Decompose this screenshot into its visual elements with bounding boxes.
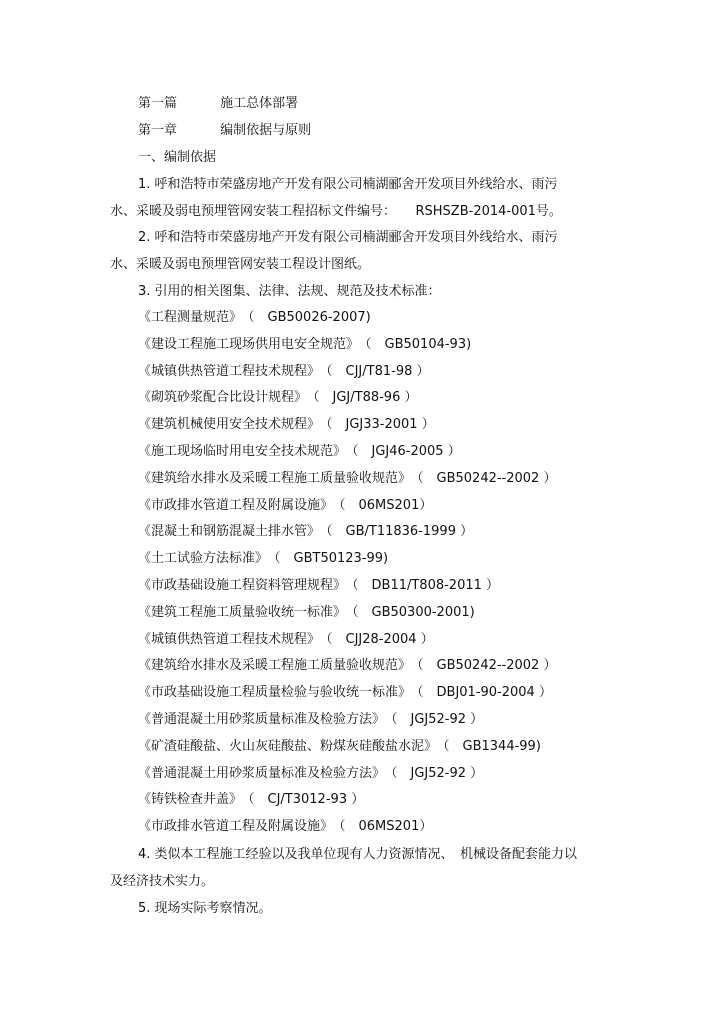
standard-item bbox=[138, 684, 556, 711]
standard-item bbox=[138, 389, 556, 416]
standard-name: 《市政基础设施工程资料管理规程》 bbox=[138, 577, 347, 593]
standard-item bbox=[138, 657, 556, 684]
standard-code: （ GB50242--2002 ） bbox=[417, 470, 557, 486]
standard-code: （ DB11/T808-2011 ） bbox=[352, 577, 500, 593]
standard-code: （ JGJ46-2005 ） bbox=[352, 443, 461, 459]
standard-item bbox=[138, 363, 556, 390]
standard-code: （ GB50300-2001) bbox=[352, 604, 475, 620]
chapter-label: 第一章 bbox=[138, 123, 178, 138]
standard-item bbox=[138, 765, 556, 792]
standard-code: （ GB50242--2002 ） bbox=[417, 658, 557, 674]
item4-line1: 4. 类似本工程施工经验以及我单位现有人力资源情况、 机械设备配套能力以 bbox=[138, 847, 578, 862]
standard-name: 《砌筑砂浆配合比设计规程》 bbox=[138, 390, 308, 406]
standard-name: 《工程测量规范》 bbox=[138, 310, 243, 325]
standard-item bbox=[138, 470, 556, 497]
item2-line2: 水、采暖及弱电预埋管网安装工程设计图纸。 bbox=[110, 257, 371, 272]
standard-item bbox=[138, 336, 556, 363]
standard-item bbox=[138, 791, 556, 818]
standard-code: （ CJJ28-2004 ） bbox=[326, 631, 434, 647]
standard-name: 《建设工程施工现场供用电安全规范》 bbox=[138, 336, 360, 352]
standard-item bbox=[138, 497, 556, 524]
standard-code: （ DBJ01-90-2004 ） bbox=[417, 685, 552, 701]
standard-code: （ GB/T11836-1999 ） bbox=[326, 524, 474, 540]
standard-name: 《混凝土和钢筋混凝土排水管》 bbox=[138, 524, 321, 540]
standard-item bbox=[138, 523, 556, 550]
standard-item bbox=[138, 631, 556, 658]
standard-code: （ JGJ33-2001 ） bbox=[326, 417, 435, 433]
standards-list bbox=[138, 309, 556, 845]
standard-code: （ 06MS201） bbox=[339, 497, 433, 513]
item5-line1: 5. 现场实际考察情况。 bbox=[138, 901, 272, 916]
standard-item bbox=[138, 818, 556, 845]
standard-item bbox=[138, 738, 556, 765]
standard-name: 《市政基础设施工程质量检验与验收统一标准》 bbox=[138, 685, 412, 701]
standard-name: 《市政排水管道工程及附属设施》 bbox=[138, 497, 334, 513]
standard-code: （ JGJ/T88-96 ） bbox=[313, 390, 418, 406]
standard-name: 《建筑工程施工质量验收统一标准》 bbox=[138, 604, 347, 620]
section-title: 一、编制依据 bbox=[138, 150, 217, 165]
standard-name: 《城镇供热管道工程技术规程》 bbox=[138, 363, 321, 379]
standard-code: （ JGJ52-92 ） bbox=[391, 765, 484, 781]
standard-code: （ GBT50123-99) bbox=[274, 551, 389, 567]
standard-code: （ CJ/T3012-93 ） bbox=[248, 792, 365, 808]
chapter-heading bbox=[138, 122, 311, 140]
item1-line1: 1. 呼和浩特市荣盛房地产开发有限公司楠湖郦舍开发项目外线给水、雨污 bbox=[138, 177, 558, 192]
item2-line1: 2. 呼和浩特市荣盛房地产开发有限公司楠湖郦舍开发项目外线给水、雨污 bbox=[138, 230, 558, 245]
standard-code: （ GB50104-93) bbox=[365, 336, 472, 352]
standard-name: 《普通混凝土用砂浆质量标准及检验方法》 bbox=[138, 711, 386, 727]
standard-name: 《施工现场临时用电安全技术规范》 bbox=[138, 443, 347, 459]
standard-name: 《铸铁检查井盖》 bbox=[138, 792, 243, 808]
part-label: 第一篇 bbox=[138, 96, 178, 111]
standard-item bbox=[138, 416, 556, 443]
standard-code: （ GB1344-99) bbox=[443, 738, 541, 754]
standard-name: 《建筑给水排水及采暖工程施工质量验收规范》 bbox=[138, 658, 412, 674]
item1-line2: 水、采暖及弱电预埋管网安装工程招标文件编号： RSHSZB-2014-001号。 bbox=[110, 204, 562, 219]
standard-name: 《市政排水管道工程及附属设施》 bbox=[138, 819, 334, 835]
standard-code: （ JGJ52-92 ） bbox=[391, 711, 484, 727]
standard-name: 《矿渣硅酸盐、火山灰硅酸盐、粉煤灰硅酸盐水泥》 bbox=[138, 738, 438, 754]
standard-code: （ 06MS201） bbox=[339, 819, 433, 835]
standard-code: （ GB50026-2007) bbox=[248, 310, 371, 325]
item4-line2: 及经济技术实力。 bbox=[110, 874, 215, 889]
standard-name: 《建筑机械使用安全技术规程》 bbox=[138, 417, 321, 433]
standard-name: 《城镇供热管道工程技术规程》 bbox=[138, 631, 321, 647]
standard-code: （ CJJ/T81-98 ） bbox=[326, 363, 430, 379]
standard-item bbox=[138, 550, 556, 577]
standard-name: 《建筑给水排水及采暖工程施工质量验收规范》 bbox=[138, 470, 412, 486]
standard-name: 《普通混凝土用砂浆质量标准及检验方法》 bbox=[138, 765, 386, 781]
standard-item bbox=[138, 711, 556, 738]
part-heading bbox=[138, 95, 298, 113]
standard-item bbox=[138, 577, 556, 604]
chapter-title: 编制依据与原则 bbox=[220, 123, 312, 138]
part-title: 施工总体部署 bbox=[220, 96, 299, 111]
standard-item bbox=[138, 443, 556, 470]
item3-line1: 3. 引用的相关图集、法律、法规、规范及技术标准： bbox=[138, 284, 441, 299]
standard-name: 《土工试验方法标准》 bbox=[138, 551, 269, 567]
standard-item bbox=[138, 309, 556, 336]
standard-item bbox=[138, 604, 556, 631]
